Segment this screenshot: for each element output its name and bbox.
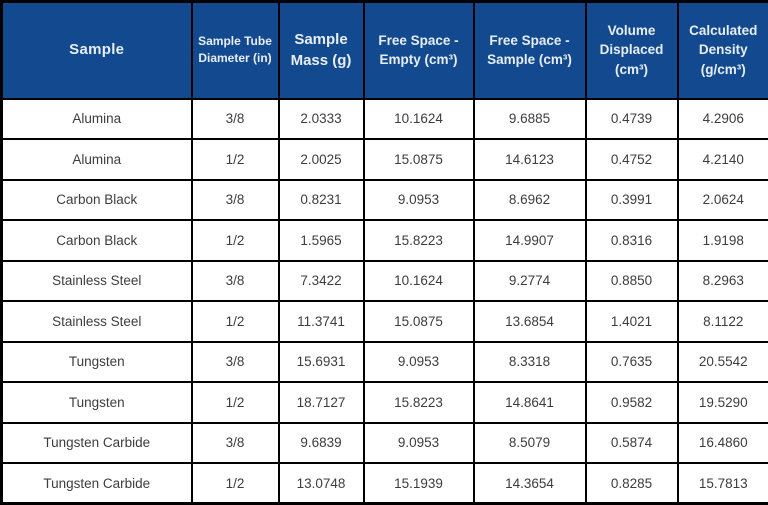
- table-cell: 13.0748: [279, 463, 364, 504]
- table-cell: 16.4860: [678, 423, 768, 464]
- table-cell: Stainless Steel: [2, 261, 192, 302]
- table-cell: 9.0953: [364, 180, 474, 221]
- table-cell: 0.4739: [586, 99, 678, 140]
- table-row: [2, 139, 768, 180]
- table-cell: 15.1939: [364, 463, 474, 504]
- table-cell: 3/8: [192, 180, 279, 221]
- table-cell: 1.4021: [586, 301, 678, 342]
- table-cell: Alumina: [2, 139, 192, 180]
- table-cell: Stainless Steel: [2, 301, 192, 342]
- table-cell: 14.3654: [474, 463, 586, 504]
- table-cell: 9.2774: [474, 261, 586, 302]
- table-cell: 1/2: [192, 463, 279, 504]
- table-cell: 2.0624: [678, 180, 768, 221]
- table-body: [2, 99, 768, 504]
- table-cell: 13.6854: [474, 301, 586, 342]
- table-row: [2, 220, 768, 261]
- column-header-calculated-density: Calculated Density (g/cm³): [678, 2, 768, 99]
- table-cell: 19.5290: [678, 382, 768, 423]
- table-row: [2, 261, 768, 302]
- table-cell: 14.8641: [474, 382, 586, 423]
- table-cell: 4.2140: [678, 139, 768, 180]
- table-cell: Tungsten Carbide: [2, 423, 192, 464]
- table-cell: 11.3741: [279, 301, 364, 342]
- table-cell: 4.2906: [678, 99, 768, 140]
- table-cell: 0.3991: [586, 180, 678, 221]
- table-cell: 1.5965: [279, 220, 364, 261]
- table-header: [2, 2, 768, 99]
- table-row: [2, 382, 768, 423]
- table-cell: 8.3318: [474, 342, 586, 383]
- table-cell: 2.0025: [279, 139, 364, 180]
- table-cell: Tungsten: [2, 342, 192, 383]
- table-row: [2, 301, 768, 342]
- table-cell: 10.1624: [364, 261, 474, 302]
- table-row: [2, 99, 768, 140]
- table-cell: 10.1624: [364, 99, 474, 140]
- table-row: [2, 342, 768, 383]
- column-header-free-space-empty: Free Space - Empty (cm³): [364, 2, 474, 99]
- table-cell: 7.3422: [279, 261, 364, 302]
- table-cell: 1/2: [192, 220, 279, 261]
- table-cell: 0.8316: [586, 220, 678, 261]
- table-cell: 15.7813: [678, 463, 768, 504]
- table-cell: 18.7127: [279, 382, 364, 423]
- column-header-tube-diameter: Sample Tube Diameter (in): [192, 2, 279, 99]
- table-cell: 8.6962: [474, 180, 586, 221]
- table-cell: 1/2: [192, 382, 279, 423]
- column-header-volume-displaced: Volume Displaced (cm³): [586, 2, 678, 99]
- table-cell: 8.2963: [678, 261, 768, 302]
- table-cell: 14.6123: [474, 139, 586, 180]
- table-cell: 0.7635: [586, 342, 678, 383]
- table-cell: 0.5874: [586, 423, 678, 464]
- table-cell: 1.9198: [678, 220, 768, 261]
- table-row: [2, 180, 768, 221]
- table-row: [2, 423, 768, 464]
- table-cell: 0.8850: [586, 261, 678, 302]
- table-cell: 15.8223: [364, 220, 474, 261]
- table-cell: 9.0953: [364, 423, 474, 464]
- table-cell: 0.8231: [279, 180, 364, 221]
- table-cell: Tungsten: [2, 382, 192, 423]
- table-cell: 20.5542: [678, 342, 768, 383]
- table-cell: 3/8: [192, 342, 279, 383]
- column-header-sample-mass: Sample Mass (g): [279, 2, 364, 99]
- column-header-free-space-sample: Free Space - Sample (cm³): [474, 2, 586, 99]
- table-cell: 8.1122: [678, 301, 768, 342]
- table-cell: 0.4752: [586, 139, 678, 180]
- table-cell: 15.0875: [364, 301, 474, 342]
- table-cell: 15.8223: [364, 382, 474, 423]
- table-cell: 3/8: [192, 423, 279, 464]
- table-row: [2, 463, 768, 504]
- table-cell: Carbon Black: [2, 220, 192, 261]
- table-cell: 15.6931: [279, 342, 364, 383]
- table-cell: 3/8: [192, 99, 279, 140]
- table-cell: 1/2: [192, 139, 279, 180]
- table-cell: 9.6839: [279, 423, 364, 464]
- table-cell: Carbon Black: [2, 180, 192, 221]
- table-cell: 9.6885: [474, 99, 586, 140]
- table-cell: 8.5079: [474, 423, 586, 464]
- table-cell: 0.9582: [586, 382, 678, 423]
- table-cell: 0.8285: [586, 463, 678, 504]
- table-cell: 9.0953: [364, 342, 474, 383]
- table-cell: 2.0333: [279, 99, 364, 140]
- table-cell: Alumina: [2, 99, 192, 140]
- table-cell: Tungsten Carbide: [2, 463, 192, 504]
- header-row: [2, 2, 768, 99]
- table-cell: 14.9907: [474, 220, 586, 261]
- table-cell: 1/2: [192, 301, 279, 342]
- table-cell: 3/8: [192, 261, 279, 302]
- table-cell: 15.0875: [364, 139, 474, 180]
- column-header-sample: Sample: [2, 2, 192, 99]
